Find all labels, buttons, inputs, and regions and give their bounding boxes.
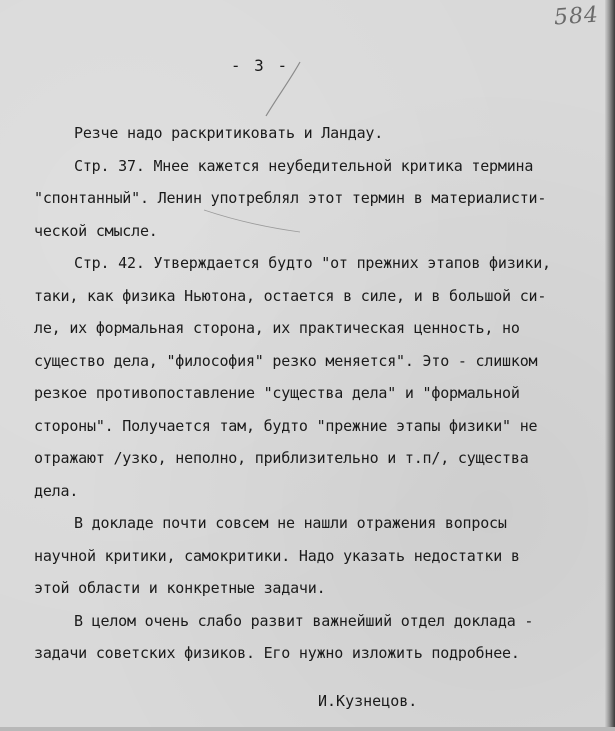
text-line: В докладе почти совсем не нашли отражения вопросы bbox=[74, 514, 507, 532]
page-number: - 3 - bbox=[230, 56, 290, 75]
text-line: ле, их формальная сторона, их практическая ценность, но bbox=[34, 319, 520, 337]
text-line: резкое противопоставление "существа дела" и "формальной bbox=[34, 384, 520, 402]
text-line: научной критики, самокритики. Надо указать недостатки в bbox=[34, 546, 520, 565]
text-line: этой области и конкретные задачи. bbox=[34, 579, 326, 597]
scan-bottom-edge bbox=[0, 727, 615, 731]
text-line: Резче надо раскритиковать и Ландау. bbox=[74, 124, 384, 142]
scan-edge-shadow bbox=[605, 0, 615, 731]
text-line: отражают /узко, неполно, приблизительно и т.п/, существа bbox=[34, 449, 529, 467]
archive-page-number: 584 bbox=[553, 2, 600, 31]
text-line: таки, как физика Ньютона, остается в силе, и в большой си- bbox=[34, 286, 547, 305]
text-line: стороны". Получается там, будто "прежние этапы физики" не bbox=[34, 416, 538, 435]
text-line: "спонтанный". Ленин употреблял этот термин в материалисти- bbox=[34, 189, 547, 207]
text-line: существо дела, "философия" резко меняется". Это - слишком bbox=[34, 351, 538, 370]
signature: И.Кузнецов. bbox=[318, 692, 418, 710]
text-line: ческой смысле. bbox=[34, 221, 158, 240]
text-line: Стр. 37. Мнее кажется неубедительной критика термина bbox=[74, 156, 534, 175]
text-line: Стр. 42. Утверждается будто "от прежних этапов физики, bbox=[74, 254, 551, 272]
letter-body bbox=[34, 117, 594, 670]
text-line: задачи советских физиков. Его нужно изложить подробнее. bbox=[34, 644, 520, 662]
text-line: В целом очень слабо развит важнейший отдел доклада - bbox=[74, 611, 534, 630]
text-line: дела. bbox=[34, 481, 79, 500]
